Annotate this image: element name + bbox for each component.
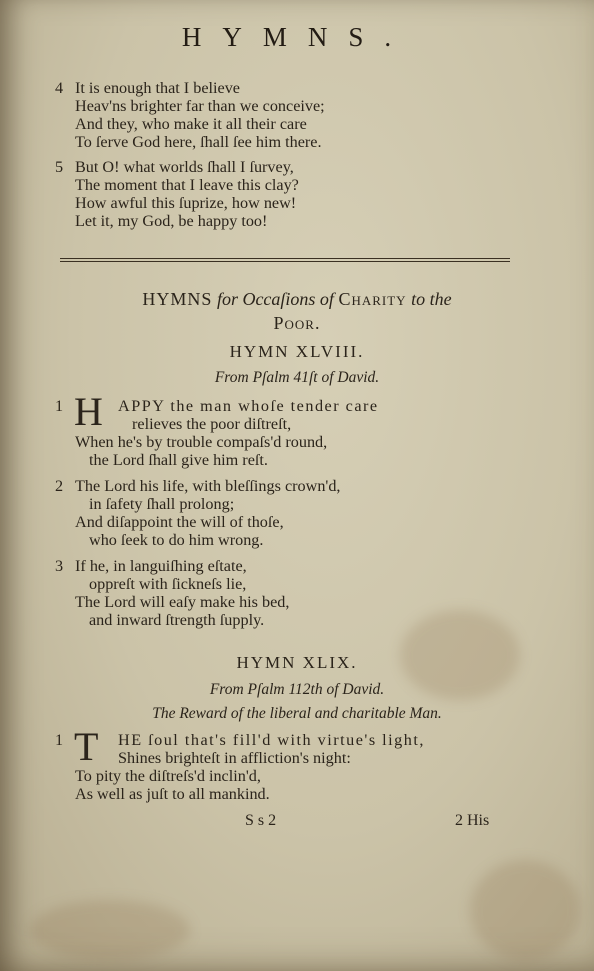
paper-stain [470,860,580,960]
verse-line: the Lord ſhall give him reſt. [89,451,268,469]
hymn-source: From Pſalm 112th of David. [209,681,385,698]
stanza-3 [55,557,289,629]
running-head: HYMNS. [181,22,413,52]
catchword: 2 His [455,812,490,829]
stanza-number: 1 [55,731,64,749]
verse-line: and inward ſtrength ſupply. [89,611,265,629]
section-heading-italic: for Occaſions of [216,289,334,309]
verse-line: Let it, my God, be happy too! [75,212,268,230]
verse-line: As well as juſt to all mankind. [75,785,270,803]
verse-line: APPY the man whoſe tender care [118,397,379,415]
hymn-subtitle: The Reward of the liberal and charitable Man. [152,705,442,722]
verse-line: relieves the poor diſtreſt, [132,415,292,433]
verse-line: If he, in languiſhing eſtate, [75,557,247,575]
hymn-source: From Pſalm 41ſt of David. [214,369,380,386]
verse-line: in ſafety ſhall prolong; [89,495,235,513]
drop-capital: T [74,724,99,769]
section-divider [60,258,510,262]
verse-line: oppreſt with ſickneſs lie, [89,575,247,593]
hymn-title: HYMN XLVIII. [229,342,365,361]
verse-line: And they, who make it all their care [75,115,307,133]
stanza-number: 2 [55,477,64,495]
section-heading-smallcaps: Charity [338,289,407,309]
signature-mark: S s 2 [245,812,277,829]
stanza-1 [55,731,425,803]
verse-line: who ſeek to do him wrong. [89,531,264,549]
stanza-number: 1 [55,397,64,415]
verse-line: The Lord will eaſy make his bed, [75,593,290,611]
hymn-title: HYMN XLIX. [236,653,358,672]
section-heading-italic-2: to the [411,289,452,309]
verse-line: To pity the diſtreſs'd inclin'd, [75,767,261,785]
stanza-1 [55,397,379,469]
stanza-5 [55,158,299,230]
verse-line: The Lord his life, with bleſſings crown'd, [75,477,341,495]
stanza-2 [55,477,340,549]
stanza-4 [55,79,325,151]
section-heading [0,287,594,335]
verse-line: HE ſoul that's fill'd with virtue's light, [118,731,425,749]
stanza-number: 5 [55,158,64,176]
verse-line: But O! what worlds ſhall I ſurvey, [75,158,294,176]
verse-line: To ſerve God here, ſhall ſee him there. [75,133,322,151]
stanza-number: 3 [55,557,64,575]
verse-line: It is enough that I believe [75,79,240,97]
verse-line: The moment that I leave this clay? [75,176,299,194]
section-heading-caps: HYMNS [142,289,213,309]
stanza-number: 4 [55,79,64,97]
verse-line: When he's by trouble compaſs'd round, [75,433,328,451]
verse-line: Shines brighteſt in affliction's night: [118,749,351,767]
verse-line: How awful this ſuprize, how new! [75,194,297,212]
paper-stain [30,900,190,960]
drop-capital: H [74,389,103,434]
section-heading-line2: Poor. [273,313,321,333]
verse-line: And diſappoint the will of thoſe, [75,513,284,531]
verse-line: Heav'ns brighter far than we conceive; [75,97,325,115]
